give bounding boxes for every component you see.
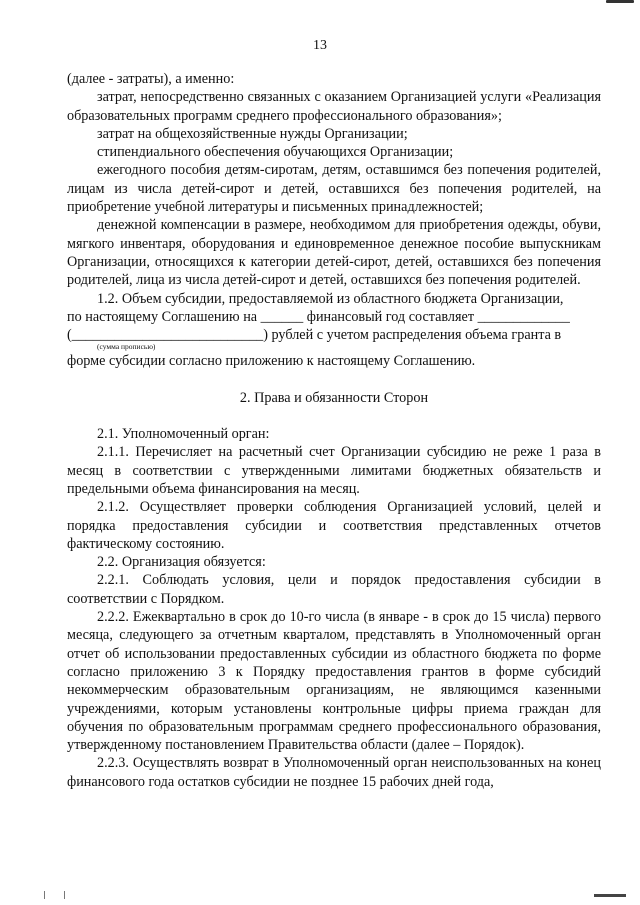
paragraph-stipend: стипендиального обеспечения обучающихся Организации; (97, 144, 454, 161)
scan-tick-left (44, 891, 45, 899)
paragraph-intro: (далее - затраты), а именно: (67, 71, 235, 87)
paragraph-general-costs: затрат на общехозяйственные нужды Организации; (97, 125, 408, 142)
page-number: 13 (313, 38, 327, 53)
paragraph-compensation: денежной компенсации в размере, необходимом для приобретения одежды, обуви, мягкого инвентаря, оборудования и единовременное денежное пособие выпускникам Организации, относящихся к категории детей-сирот, детей, оставшихся без попечения родителей, лица из числа детей-сирот и детей, оставшихся без попечения родителей. (67, 217, 601, 289)
clause-2-1-1: 2.1.1. Перечисляет на расчетный счет Организации субсидию не реже 1 раза в месяц в соответствии с утвержденными лимитами бюджетных обязательств и предельными объема финансирования на месяц. (67, 444, 601, 497)
section-title: 2. Права и обязанности Сторон (239, 389, 429, 406)
clause-2-2-3: 2.2.3. Осуществлять возврат в Уполномоченный орган неиспользованных на конец финансового года остатков субсидии не позднее 15 рабочих дней года, (67, 755, 601, 790)
clause-1-2-line2: по настоящему Соглашению на ______ финансовый год составляет _____________ (67, 308, 570, 325)
clause-2-1-2: 2.1.2. Осуществляет проверки соблюдения Организацией условий, целей и порядка предоставления субсидии и соответствия представленных отчетов фактическому состоянию. (67, 499, 601, 552)
clause-2-2: 2.2. Организация обязуется: (97, 554, 266, 571)
scan-mark-bottom (594, 894, 626, 897)
clause-1-2-line3: (___________________________) рублей с учетом распределения объема гранта в (67, 327, 562, 344)
clause-2-2-2: 2.2.2. Ежеквартально в срок до 10-го числа (в январе - в срок до 15 числа) первого месяца, следующего за отчетным кварталом, представлять в Уполномоченный орган отчет об использовании предоставленных субсидии из областного бюджета по форме согласно приложению 3 к Порядку предоставления грантов в форме субсидий некоммерческим образовательным организациям, не являющимся казенными учреждениями, которым установлены контрольные цифры приема граждан для обучения по образовательным программам среднего профессионального образования, утвержденному постановлением Правительства области (далее – Порядок). (67, 609, 601, 754)
scan-tick-left-2 (64, 891, 65, 899)
document-body (67, 70, 601, 791)
amount-caption: (сумма прописью) (97, 342, 156, 352)
paragraph-orphan-allowance: ежегодного пособия детям-сиротам, детям, оставшимся без попечения родителей, лицам из числа детей-сирот и детей, оставшихся без попечения родителей, на приобретение учебной литературы и письменных принадлежностей; (67, 162, 601, 216)
clause-1-2-line4: форме субсидии согласно приложению к настоящему Соглашению. (67, 353, 476, 370)
clause-2-1: 2.1. Уполномоченный орган: (97, 426, 270, 443)
clause-2-2-1: 2.2.1. Соблюдать условия, цели и порядок предоставления субсидии в соответствии с Порядком. (67, 572, 601, 607)
scan-mark-top (606, 0, 634, 3)
paragraph-direct-costs: затрат, непосредственно связанных с оказанием Организацией услуги «Реализация образовательных программ среднего профессионального образования»; (67, 89, 601, 124)
clause-1-2-line1: 1.2. Объем субсидии, предоставляемой из областного бюджета Организации, (97, 290, 564, 307)
